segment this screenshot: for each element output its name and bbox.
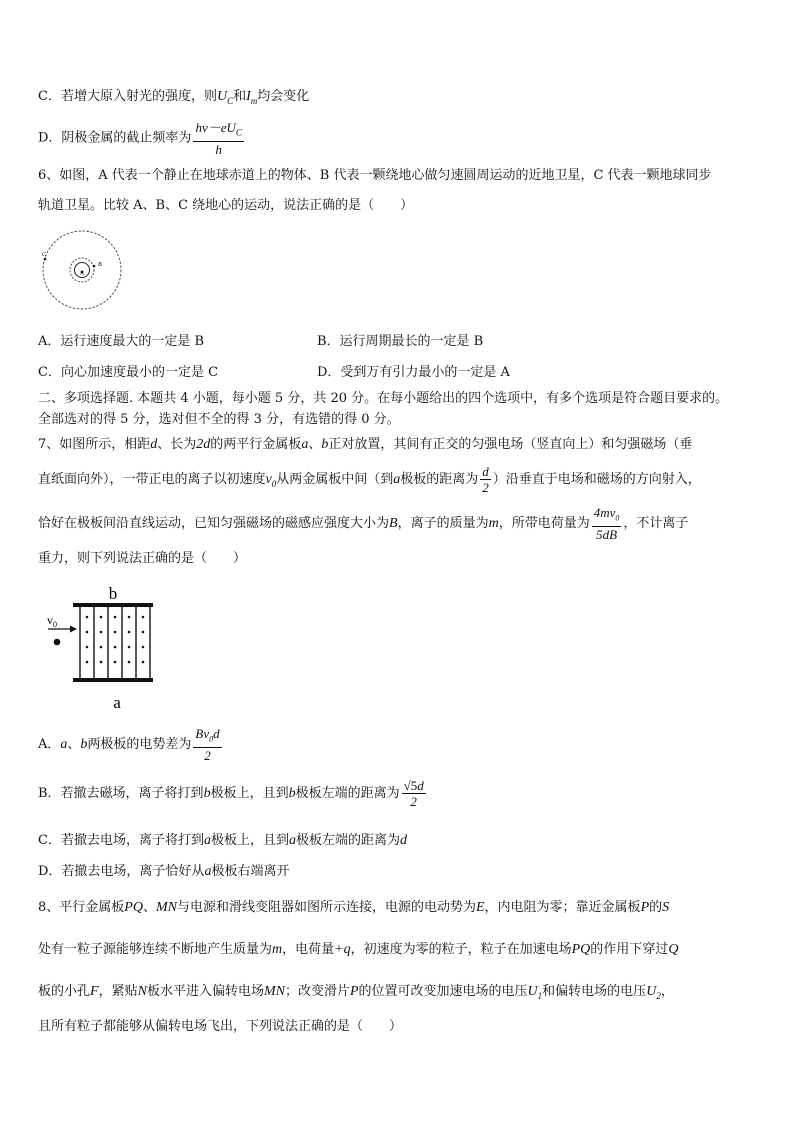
t: 极板的距离为 [400, 472, 479, 487]
sym-v0 [266, 472, 277, 487]
label-c: C [42, 252, 47, 258]
q6-option-c: C．向心加速度最小的一定是 C [38, 365, 219, 380]
numerator-text: hν－eU [195, 120, 236, 135]
q6-stem-line2: 轨道卫星。比较 A、B、C 绕地心的运动，说法正确的是（ ） [38, 198, 414, 213]
t: ，紧贴 [98, 984, 138, 999]
uc-symbol [217, 89, 233, 104]
t: C．若撤去电场，离子将打到 [38, 833, 204, 848]
t: 从两金属板中间（到 [276, 472, 394, 487]
t: 恰好在极板间沿直线运动，已知匀强磁场的磁感应强度大小为 [38, 515, 390, 531]
half-d-fraction [480, 464, 491, 495]
t: 极板右端离开 [211, 864, 290, 879]
sym-Q: Q [668, 942, 679, 957]
sym-U1 [528, 984, 543, 999]
sym-P: P [640, 900, 650, 915]
v: v [265, 472, 272, 487]
t: 正对放置，其间有正交的匀强电场（竖直向上）和匀强磁场（垂 [328, 437, 693, 452]
t: ）沿垂直于电场和磁场的方向射入， [492, 472, 701, 487]
sym-m: m [272, 942, 283, 957]
distance-fraction [402, 778, 426, 809]
q7-option-c [38, 832, 407, 850]
t: 、 [67, 736, 81, 752]
sym-p: P [349, 984, 359, 999]
t: 和偏转电场的电压 [542, 984, 647, 999]
t: 的作用下穿过 [590, 942, 669, 957]
sym-2d: 2d [196, 437, 211, 452]
denominator: 5dB [596, 526, 618, 542]
q6-option-d: D．受到万有引力最小的一定是 A [317, 365, 510, 380]
n: d [417, 778, 424, 793]
t: 两极板的电势差为 [87, 736, 192, 752]
t: 板的小孔 [38, 984, 91, 999]
t: ， [660, 984, 674, 999]
sym-b: b [203, 786, 211, 801]
t: B．若撤去磁场，离子将打到 [38, 786, 204, 801]
plates-diagram [40, 582, 165, 712]
t: ，不计离子 [623, 515, 689, 531]
sym-MN: MN [263, 984, 285, 999]
sym-d: d [399, 833, 407, 848]
numerator [592, 505, 622, 527]
q5-option-d-text: D．阴极金属的截止频率为 [38, 130, 192, 146]
n: Bv [195, 726, 210, 741]
orbit-diagram [38, 228, 128, 313]
q8-line2 [38, 941, 678, 959]
satellite-b-dot [93, 265, 96, 268]
t: ，离子的质量为 [397, 515, 489, 531]
t: 、 [308, 437, 322, 452]
sym-U2 [646, 984, 661, 999]
q7-line4: 重力，则下列说法正确的是（ ） [38, 551, 247, 566]
sync-orbit-circle [43, 231, 121, 309]
t: ，内电阻为零；靠近金属板 [484, 900, 641, 915]
sym-a: a [60, 736, 68, 752]
satellite-c-dot [44, 258, 47, 261]
uc-sub: C [227, 95, 234, 106]
sym-MN: MN [155, 900, 177, 915]
t: ，初速度为零的粒子，粒子在加速电场 [350, 942, 572, 957]
sym-m: m [488, 515, 499, 531]
sym-E: E [475, 900, 485, 915]
u: U [527, 984, 538, 999]
t: A． [38, 736, 61, 752]
plate-b-label: b [108, 584, 118, 603]
cutoff-frequency-fraction [193, 120, 243, 157]
t: 极板上，且到 [210, 833, 289, 848]
section2-line2: 全部选对的得 5 分，选对但不全的得 3 分，有选错的得 0 分。 [38, 412, 400, 427]
ion-dot [54, 639, 61, 646]
sym-N: N [137, 984, 147, 999]
n2: d [213, 726, 220, 741]
t: D．若撤去电场，离子恰好从 [38, 864, 205, 879]
t: 、长为 [157, 437, 197, 452]
numerator: d [482, 464, 489, 479]
v0-label [47, 613, 57, 629]
sym-S: S [662, 900, 670, 915]
sym-a: a [288, 833, 296, 848]
charge-fraction [592, 505, 622, 542]
t: ，电荷量 [282, 942, 335, 957]
q7-line1 [38, 436, 692, 454]
u: U [646, 984, 657, 999]
denominator: 2 [204, 747, 211, 763]
sym-a: a [203, 833, 211, 848]
im-i: I [246, 89, 251, 104]
sym-q: +q [334, 942, 351, 957]
t: 极板左端的距离为 [295, 786, 400, 801]
n: 4mv [593, 505, 616, 520]
radical: √5 [403, 778, 418, 793]
q5-option-c [38, 88, 309, 110]
q5-option-c-text: C．若增大原入射光的强度，则 [38, 89, 217, 104]
sub: 0 [209, 734, 214, 744]
q5-option-d [38, 120, 246, 157]
q7-option-d [38, 863, 289, 881]
q7-option-a [38, 726, 224, 763]
t: 的两平行金属板 [210, 437, 302, 452]
t: 处有一粒子源能够连续不断地产生质量为 [38, 942, 273, 957]
sub: 1 [537, 990, 543, 1001]
sub: 2 [656, 990, 661, 1001]
section2-line1: 二、多项选择题. 本题共 4 小题，每小题 5 分，共 20 分。在每小题给出的四个选项中，有多个选项是符合题目要求的。 [38, 391, 729, 406]
t: 极板左端的距离为 [295, 833, 400, 848]
sub: 0 [53, 620, 57, 629]
q8-line1 [38, 899, 669, 917]
sub: 0 [271, 478, 277, 489]
sym-a: a [204, 864, 212, 879]
t: 与电源和滑线变阻器如图所示连接，电源的电动势为 [176, 900, 476, 915]
t: 极板上，且到 [210, 786, 289, 801]
q6-stem-line1: 6、如图，A 代表一个静止在地球赤道上的物体、B 代表一颗绕地心做匀速圆周运动的近地卫星，C 代表一颗地球同步 [38, 168, 712, 183]
q8-line3 [38, 983, 674, 1005]
plate-b [73, 603, 153, 607]
fraction-denominator: h [215, 141, 222, 157]
label-a: A [80, 271, 84, 277]
t: 板水平进入偏转电场 [146, 984, 264, 999]
plate-a [73, 678, 153, 682]
sym-a: a [301, 437, 309, 452]
sym-PQ: PQ [124, 900, 143, 915]
q5-option-c-end: 均会变化 [257, 89, 310, 104]
numerator-sub: C [235, 127, 242, 138]
q7-line2 [38, 462, 701, 502]
uc-u: U [216, 89, 228, 104]
potential-difference-fraction [193, 726, 221, 763]
q7-option-b [38, 776, 428, 812]
sub: 0 [615, 513, 620, 523]
sym-d: d [150, 437, 158, 452]
sym-b: b [80, 736, 88, 752]
t: 8、平行金属板 [38, 900, 125, 915]
t: 直纸面向外），一带正电的离子以初速度 [38, 472, 266, 487]
numerator [193, 726, 221, 748]
sym-B: B [389, 515, 398, 531]
sym-PQ: PQ [571, 942, 591, 957]
t: 的位置可改变加速电场的电压 [358, 984, 528, 999]
near-orbit-circle [70, 258, 94, 282]
label-b: B [98, 262, 102, 268]
t: 7、如图所示，相距 [38, 437, 151, 452]
t: ；改变滑片 [284, 984, 350, 999]
im-symbol [246, 89, 257, 104]
plate-a-label: a [113, 693, 121, 712]
t: 的 [649, 900, 663, 915]
sym-a: a [393, 472, 401, 487]
denominator: 2 [482, 480, 489, 495]
denominator: 2 [410, 794, 417, 809]
q8-line4: 且所有粒子都能够从偏转电场飞出，下列说法正确的是（ ） [38, 1019, 403, 1034]
im-sub: m [250, 95, 258, 106]
q6-option-b: B．运行周期最长的一定是 B [317, 334, 484, 349]
q6-option-a: A．运行速度最大的一定是 B [38, 334, 205, 349]
q5-option-c-mid: 和 [233, 89, 247, 104]
q7-line3 [38, 505, 688, 542]
t: 、 [142, 900, 156, 915]
sym-b: b [321, 437, 329, 452]
numerator [402, 778, 426, 794]
fraction-numerator [193, 120, 243, 142]
sym-b: b [288, 786, 296, 801]
arrow-head [70, 626, 77, 633]
v: v [47, 613, 53, 627]
sym-F: F [90, 984, 99, 999]
t: ，所带电荷量为 [498, 515, 590, 531]
